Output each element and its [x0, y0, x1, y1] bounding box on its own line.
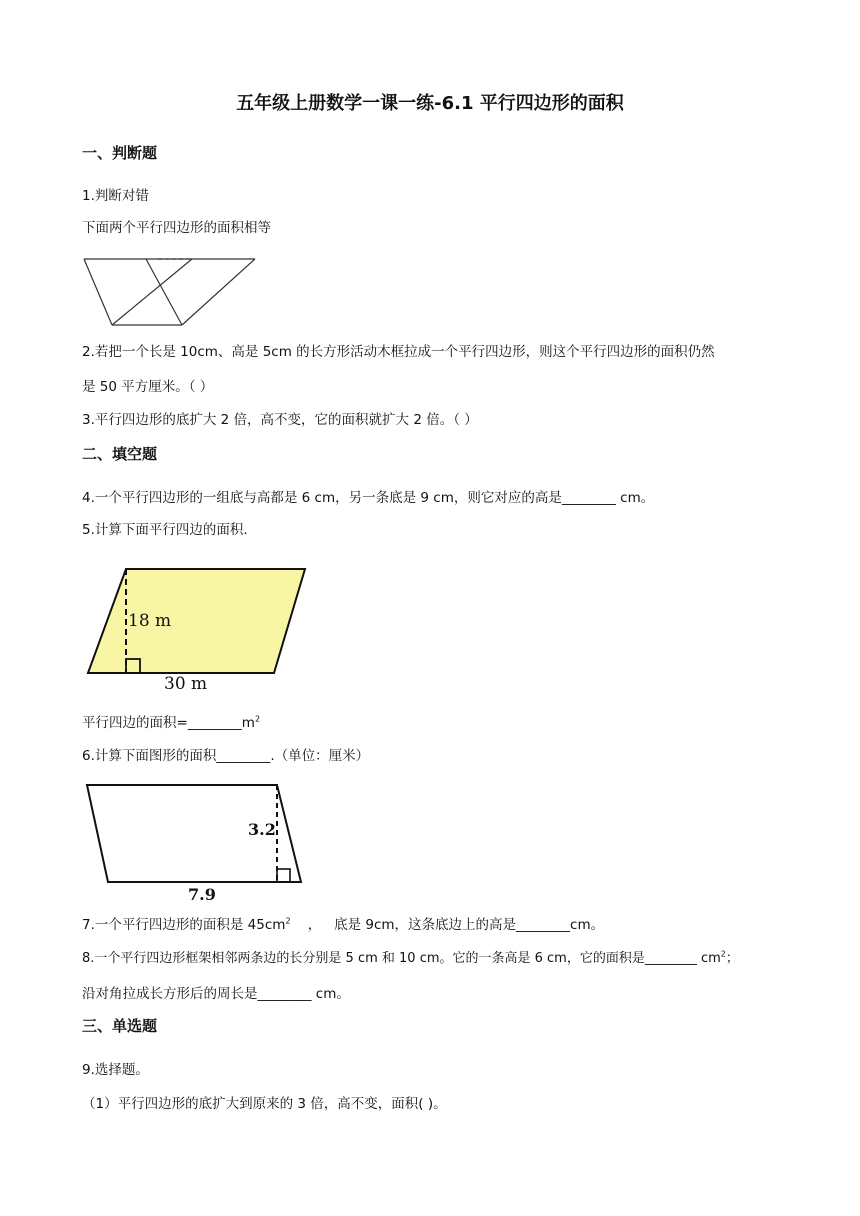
question-1-figure: [82, 256, 260, 330]
question-5-height-label: 18 m: [128, 611, 172, 631]
question-1-line-1: 1.判断对错: [82, 188, 149, 204]
section-heading-fill-in: 二、填空题: [82, 445, 158, 463]
section-heading-single-choice: 三、单选题: [82, 1017, 158, 1035]
question-1-line-2: 下面两个平行四边形的面积相等: [82, 220, 271, 236]
question-6-line-1: 6.计算下面图形的面积________.（单位：厘米）: [82, 748, 370, 764]
question-5-line-1: 5.计算下面平行四边的面积.: [82, 522, 248, 538]
page-title: 五年级上册数学一课一练-6.1 平行四边形的面积: [236, 93, 624, 114]
section-heading-judgment: 一、判断题: [82, 144, 158, 162]
question-3: 3.平行四边形的底扩大 2 倍，高不变，它的面积就扩大 2 倍。（ ）: [82, 412, 478, 428]
question-6-base-label: 7.9: [188, 885, 216, 904]
question-8-line-1: 8.一个平行四边形框架相邻两条边的长分别是 5 cm 和 10 cm。它的一条高是 6 cm，它的面积是________ $cm^2$；: [82, 949, 739, 966]
question-6-height-label: 3.2: [248, 820, 276, 839]
question-5-answer: 平行四边的面积$=\_\_\_\_\_\_\_\_m^2$: [82, 714, 261, 731]
question-5-figure: [84, 560, 310, 694]
question-4: 4.一个平行四边形的一组底与高都是 6 cm，另一条底是 9 cm，则它对应的高是________ cm。: [82, 490, 655, 506]
question-2-line-1: 2.若把一个长是 10cm、高是 5cm 的长方形活动木框拉成一个平行四边形，则这个平行四边形的面积仍然: [82, 344, 715, 360]
question-9-line-2: （1）平行四边形的底扩大到原来的 3 倍，高不变，面积( )。: [82, 1096, 447, 1112]
question-2-line-2: 是 50 平方厘米。（ ）: [82, 379, 214, 395]
question-8-line-2: 沿对角拉成长方形后的周长是________ cm。: [82, 986, 350, 1002]
question-9-line-1: 9.选择题。: [82, 1062, 149, 1078]
question-6-figure: [84, 780, 306, 904]
question-5-base-label: 30 m: [164, 674, 208, 694]
question-7: 7.一个平行四边形的面积是 $45cm^2$ ， 底是 9cm，这条底边上的高是________cm。: [82, 916, 605, 933]
